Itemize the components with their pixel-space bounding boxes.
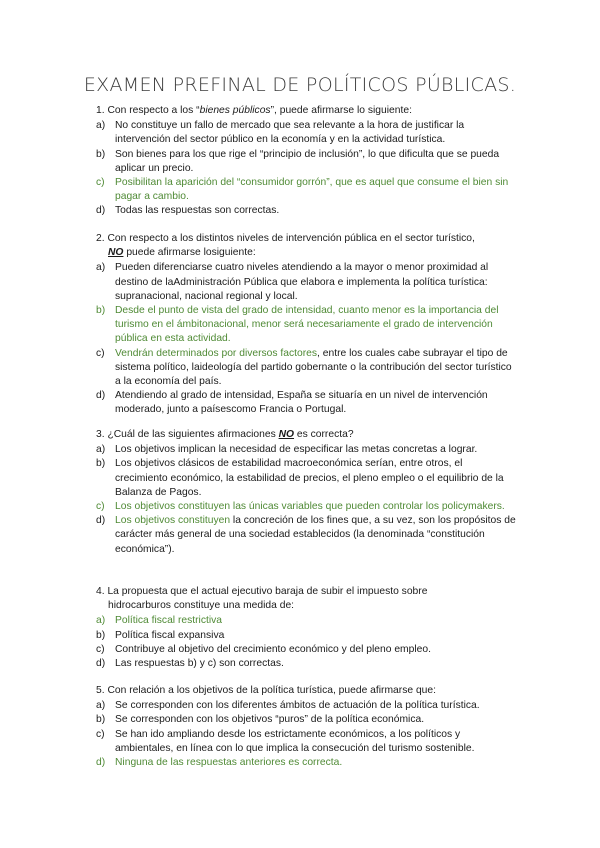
question-1-option-c[interactable]: c) Posibilitan la aparición del “consumidor gorrón”, que es aquel que consume el bien sin pagar a cambio. [96,177,509,203]
question-5-option-a[interactable]: a) Se corresponden con los diferentes ámbitos de actuación de la política turística. [96,700,480,712]
question-4-option-a[interactable]: a) Política fiscal restrictiva [96,615,223,627]
question-3-option-a[interactable]: a) Los objetivos implican la necesidad de especificar las metas concretas a lograr. [96,444,478,456]
question-5-option-b[interactable]: b) Se corresponden con los objetivos “puros” de la política económica. [96,714,425,726]
question-4-option-c[interactable]: c) Contribuye al objetivo del crecimiento económico y del pleno empleo. [96,643,431,655]
question-5-stem: 5. Con relación a los objetivos de la política turística, puede afirmarse que: [96,685,436,696]
question-2-option-a[interactable]: a) Pueden diferenciarse cuatro niveles atendiendo a la mayor o menor proximidad al destino de laAdministración Pública que elabora e implementa la política turística: supranacional, nacional regional y local. [96,262,489,302]
question-1-stem: 1. Con respecto a los “bienes públicos”, puede afirmarse lo siguiente: [96,105,412,116]
question-5-option-c[interactable]: c) Se han ido ampliando desde los estrictamente económicos, a los políticos y ambientales, en línea con lo que implica la consecución del turismo sostenible. [96,728,475,754]
question-3-option-d[interactable]: d) Los objetivos constituyen la concreción de los fines que, a su vez, son los propósitos de carácter más general de una sociedad establecidos (la denominada “constitución económica”). [96,515,516,555]
question-4-stem: 4. La propuesta que el actual ejecutivo baraja de subir el impuesto sobre hidrocarburos constituye una medida de: [96,586,428,612]
question-5-option-d[interactable]: d) Ninguna de las respuestas anteriores es correcta. [96,757,343,769]
question-1-option-b[interactable]: b) Son bienes para los que rige el “principio de inclusión”, lo que dificulta que se pueda aplicar un precio. [96,148,500,174]
question-4-option-d[interactable]: d) Las respuestas b) y c) son correctas. [96,658,284,670]
question-2-option-d[interactable]: d) Atendiendo al grado de intensidad, España se situaría en un nivel de intervención moderado, junto a paísescomo Francia o Portugal. [96,390,488,416]
question-3 [96,428,516,557]
page-title: EXAMEN PREFINAL DE POLÍTICOS PÚBLICAS. [83,74,517,96]
question-2-option-c[interactable]: c) Vendrán determinados por diversos factores, entre los cuales cabe subrayar el tipo de sistema político, laideología del partido gobernante o la contribución del sector turístico a la economía del país. [96,347,512,388]
question-3-option-b[interactable]: b) Los objetivos clásicos de estabilidad macroeconómica serían, entre otros, el crecimiento económico, la estabilidad de precios, el pleno empleo o el equilibrio de la Balanza de Pagos. [96,458,504,498]
question-3-option-c[interactable]: c) Los objetivos constituyen las únicas variables que pueden controlar los policymakers. [96,501,505,513]
question-1 [96,104,516,219]
question-4 [96,585,516,671]
question-4-option-b[interactable]: b) Política fiscal expansiva [96,629,225,641]
question-5 [96,684,516,770]
question-2-stem: 2. Con respecto a los distintos niveles de intervención pública en el sector turístico, NO puede afirmarse losiguiente: [96,233,475,259]
question-1-option-a[interactable]: a) No constituye un fallo de mercado que sea relevante a la hora de justificar la intervención del sector público en la economía y en la actividad turística. [96,120,465,146]
question-3-stem: 3. ¿Cuál de las siguientes afirmaciones NO es correcta? [96,429,354,440]
question-2 [96,232,516,418]
question-2-option-b[interactable]: b) Desde el punto de vista del grado de intensidad, cuanto menor es la importancia del turismo en el ámbitonacional, menor será necesariamente el grado de intervención pública en esta actividad. [96,305,499,345]
question-1-option-d[interactable]: d) Todas las respuestas son correctas. [96,205,280,217]
